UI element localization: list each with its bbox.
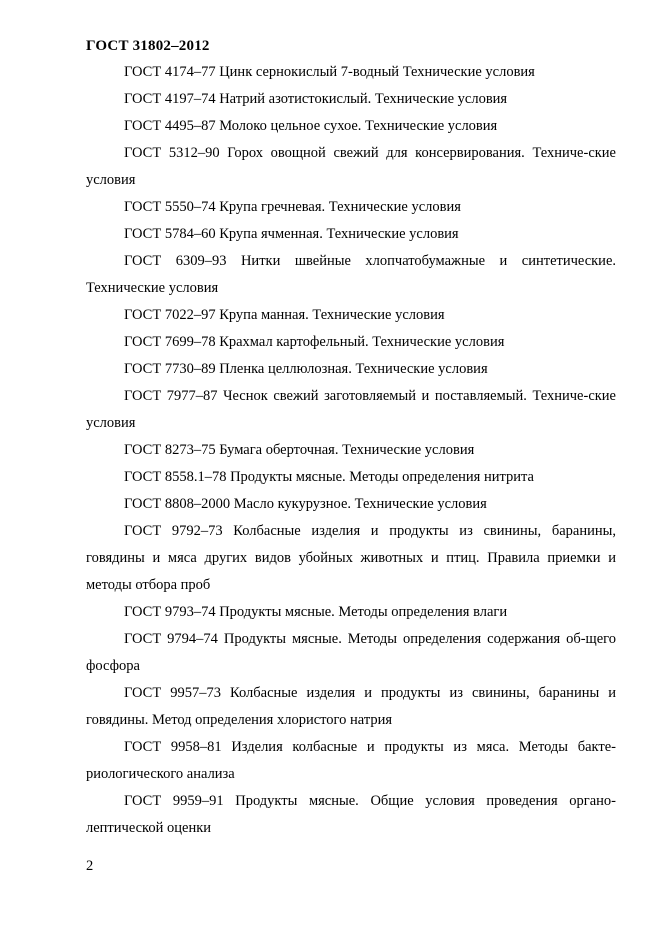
list-item: ГОСТ 5312–90 Горох овощной свежий для консервирования. Техниче-ские условия	[86, 145, 616, 188]
page-number: 2	[86, 858, 94, 874]
list-item: ГОСТ 5550–74 Крупа гречневая. Технические условия	[124, 199, 461, 215]
list-item: ГОСТ 9794–74 Продукты мясные. Методы определения содержания об-щего фосфора	[86, 631, 616, 674]
list-item: ГОСТ 4174–77 Цинк сернокислый 7-водный Технические условия	[124, 64, 535, 80]
standards-list	[86, 59, 616, 842]
list-item: ГОСТ 5784–60 Крупа ячменная. Технические условия	[124, 226, 459, 242]
list-item: ГОСТ 7977–87 Чеснок свежий заготовляемый и поставляемый. Техниче-ские условия	[86, 388, 616, 431]
list-item: ГОСТ 9958–81 Изделия колбасные и продукты из мяса. Методы бакте-риологического анализа	[86, 739, 616, 782]
list-item: ГОСТ 9792–73 Колбасные изделия и продукты из свинины, баранины, говядины и мяса других видов убойных животных и птиц. Правила приемки и методы отбора проб	[86, 523, 616, 593]
list-item: ГОСТ 7022–97 Крупа манная. Технические условия	[124, 307, 445, 323]
document-header: ГОСТ 31802–2012	[86, 38, 210, 54]
list-item: ГОСТ 8273–75 Бумага оберточная. Технические условия	[124, 442, 475, 458]
list-item: ГОСТ 9957–73 Колбасные изделия и продукты из свинины, баранины и говядины. Метод определения хлористого натрия	[86, 685, 616, 728]
list-item: ГОСТ 9793–74 Продукты мясные. Методы определения влаги	[124, 604, 508, 620]
list-item: ГОСТ 4495–87 Молоко цельное сухое. Технические условия	[124, 118, 498, 134]
list-item: ГОСТ 6309–93 Нитки швейные хлопчатобумажные и синтетические. Технические условия	[86, 253, 616, 296]
list-item: ГОСТ 7730–89 Пленка целлюлозная. Технические условия	[124, 361, 488, 377]
list-item: ГОСТ 8558.1–78 Продукты мясные. Методы определения нитрита	[124, 469, 534, 485]
list-item: ГОСТ 9959–91 Продукты мясные. Общие условия проведения органо-лептической оценки	[86, 793, 616, 836]
list-item: ГОСТ 8808–2000 Масло кукурузное. Технические условия	[124, 496, 487, 512]
list-item: ГОСТ 4197–74 Натрий азотистокислый. Технические условия	[124, 91, 508, 107]
list-item: ГОСТ 7699–78 Крахмал картофельный. Технические условия	[124, 334, 505, 350]
